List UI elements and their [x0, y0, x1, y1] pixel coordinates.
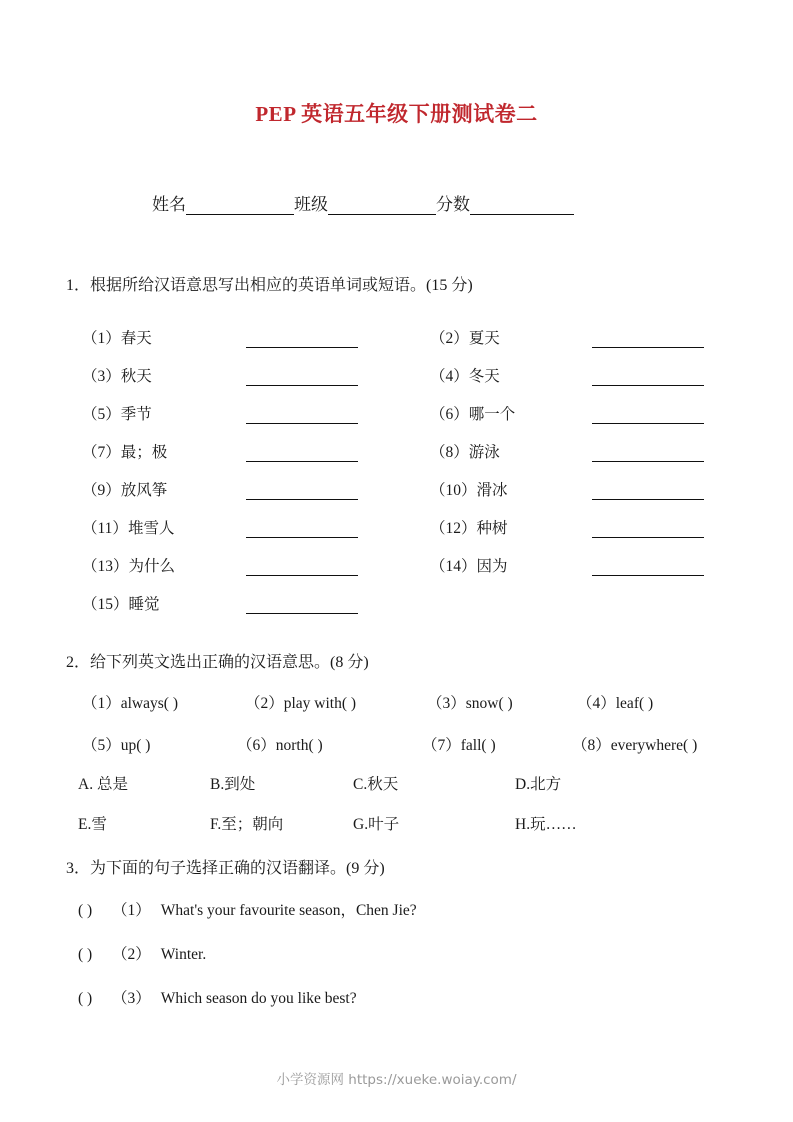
q3-item-number: （3） [112, 990, 151, 1007]
score-label: 分数 [436, 195, 470, 214]
name-blank[interactable] [186, 199, 294, 215]
q1-item-number: （3） [82, 368, 121, 385]
q1-answer-blank[interactable] [592, 447, 704, 462]
q1-item-number: （14） [430, 558, 477, 575]
q1-answer-blank[interactable] [246, 485, 358, 500]
q1-answer-blank[interactable] [592, 523, 704, 538]
q2-word-item[interactable]: （1）always( ) [82, 695, 178, 712]
q1-row [82, 386, 722, 424]
q1-item [82, 516, 430, 538]
section-1-items [82, 310, 722, 614]
q1-item-number: （12） [430, 520, 477, 537]
q1-item-word: 春天 [120, 330, 152, 347]
q3-sentence [78, 898, 417, 920]
page-title: PEP 英语五年级下册测试卷二 [255, 102, 538, 126]
q1-item-word: 最；极 [120, 444, 168, 461]
q1-item-word: 因为 [476, 558, 508, 575]
q2-option-h[interactable]: H.玩…… [515, 816, 577, 833]
q1-item-number: （11） [82, 520, 128, 537]
q1-item-number: （6） [430, 406, 469, 423]
q1-answer-blank[interactable] [592, 333, 704, 348]
q3-sentence [78, 986, 357, 1008]
footer-watermark: 小学资源网 https://xueke.woiay.com/ [276, 1072, 517, 1088]
q1-item-word: 冬天 [468, 368, 500, 385]
q1-item [430, 440, 722, 462]
q3-item-number: （2） [112, 946, 151, 963]
q1-item [430, 478, 722, 500]
q1-answer-blank[interactable] [592, 409, 704, 424]
q1-item-number: （4） [430, 368, 469, 385]
q3-sentence [78, 942, 206, 964]
q2-word-item[interactable]: （5）up( ) [82, 737, 151, 754]
q1-item-word: 为什么 [128, 558, 176, 575]
q3-item-number: （1） [112, 902, 151, 919]
q1-answer-blank[interactable] [246, 409, 358, 424]
q1-item [82, 554, 430, 576]
q1-item-word: 放风筝 [120, 482, 168, 499]
q1-item-word: 夏天 [468, 330, 500, 347]
class-blank[interactable] [328, 199, 436, 215]
q1-row [82, 500, 722, 538]
q1-item [430, 554, 722, 576]
q1-item-number: （13） [82, 558, 129, 575]
q1-item [430, 402, 722, 424]
q1-item-word: 季节 [120, 406, 152, 423]
q1-item-number: （2） [430, 330, 469, 347]
section-1-heading: 1．根据所给汉语意思写出相应的英语单词或短语。(15 分) [66, 277, 473, 294]
q2-word-item[interactable]: （6）north( ) [237, 737, 323, 754]
q1-item-number: （5） [82, 406, 121, 423]
q1-answer-blank[interactable] [592, 485, 704, 500]
q2-word-item[interactable]: （2）play with( ) [245, 695, 357, 712]
q2-option-a[interactable]: A. 总是 [78, 776, 128, 793]
q1-row [82, 348, 722, 386]
q1-item [82, 440, 430, 462]
q2-word-item[interactable]: （7）fall( ) [422, 737, 496, 754]
q1-item-number: （10） [430, 482, 477, 499]
name-label: 姓名 [152, 195, 186, 214]
q1-item-word: 堆雪人 [127, 520, 175, 537]
class-label: 班级 [294, 195, 328, 214]
q3-item-text: Which season do you like best? [160, 990, 357, 1007]
q1-answer-blank[interactable] [246, 599, 358, 614]
q1-item [82, 592, 430, 614]
q1-item-number: （15） [82, 596, 129, 613]
student-info-line [152, 190, 574, 215]
q2-option-e[interactable]: E.雪 [78, 816, 107, 833]
q1-item-number: （1） [82, 330, 121, 347]
q1-answer-blank[interactable] [592, 371, 704, 386]
q1-item [82, 364, 430, 386]
q1-item-word: 滑冰 [476, 482, 508, 499]
q3-item-text: Winter. [160, 946, 207, 963]
q2-option-f[interactable]: F.至；朝向 [210, 816, 284, 833]
q3-answer-bracket[interactable]: ( ) [78, 946, 93, 963]
q2-option-b[interactable]: B.到处 [210, 776, 256, 793]
q2-word-item[interactable]: （4）leaf( ) [577, 695, 654, 712]
q2-option-g[interactable]: G.叶子 [353, 816, 400, 833]
q2-word-item[interactable]: （8）everywhere( ) [572, 737, 698, 754]
q2-option-d[interactable]: D.北方 [515, 776, 562, 793]
q3-answer-bracket[interactable]: ( ) [78, 990, 93, 1007]
score-blank[interactable] [470, 199, 574, 215]
q1-item [430, 516, 722, 538]
q1-item [430, 364, 722, 386]
q1-answer-blank[interactable] [246, 371, 358, 386]
q1-row [82, 310, 722, 348]
q1-row [82, 576, 722, 614]
q1-item-word: 秋天 [120, 368, 152, 385]
q1-row [82, 538, 722, 576]
q1-row [82, 462, 722, 500]
q1-item-word: 睡觉 [128, 596, 160, 613]
q1-item [82, 402, 430, 424]
q1-item-number: （7） [82, 444, 121, 461]
q1-answer-blank[interactable] [246, 333, 358, 348]
q1-item-word: 种树 [476, 520, 508, 537]
q2-word-item[interactable]: （3）snow( ) [427, 695, 513, 712]
q3-item-text: What's your favourite season，Chen Jie? [160, 902, 417, 919]
q1-item-number: （8） [430, 444, 469, 461]
q1-item-word: 游泳 [468, 444, 500, 461]
q3-answer-bracket[interactable]: ( ) [78, 902, 93, 919]
q1-answer-blank[interactable] [246, 523, 358, 538]
q1-answer-blank[interactable] [592, 561, 704, 576]
section-3-heading: 3．为下面的句子选择正确的汉语翻译。(9 分) [66, 860, 385, 877]
q2-option-c[interactable]: C.秋天 [353, 776, 399, 793]
q1-answer-blank[interactable] [246, 561, 358, 576]
q1-row [82, 424, 722, 462]
q1-item [82, 326, 430, 348]
q1-item-word: 哪一个 [468, 406, 516, 423]
q1-answer-blank[interactable] [246, 447, 358, 462]
section-2-heading: 2．给下列英文选出正确的汉语意思。(8 分) [66, 654, 369, 671]
q1-item [82, 478, 430, 500]
q1-item-number: （9） [82, 482, 121, 499]
q1-item [430, 326, 722, 348]
